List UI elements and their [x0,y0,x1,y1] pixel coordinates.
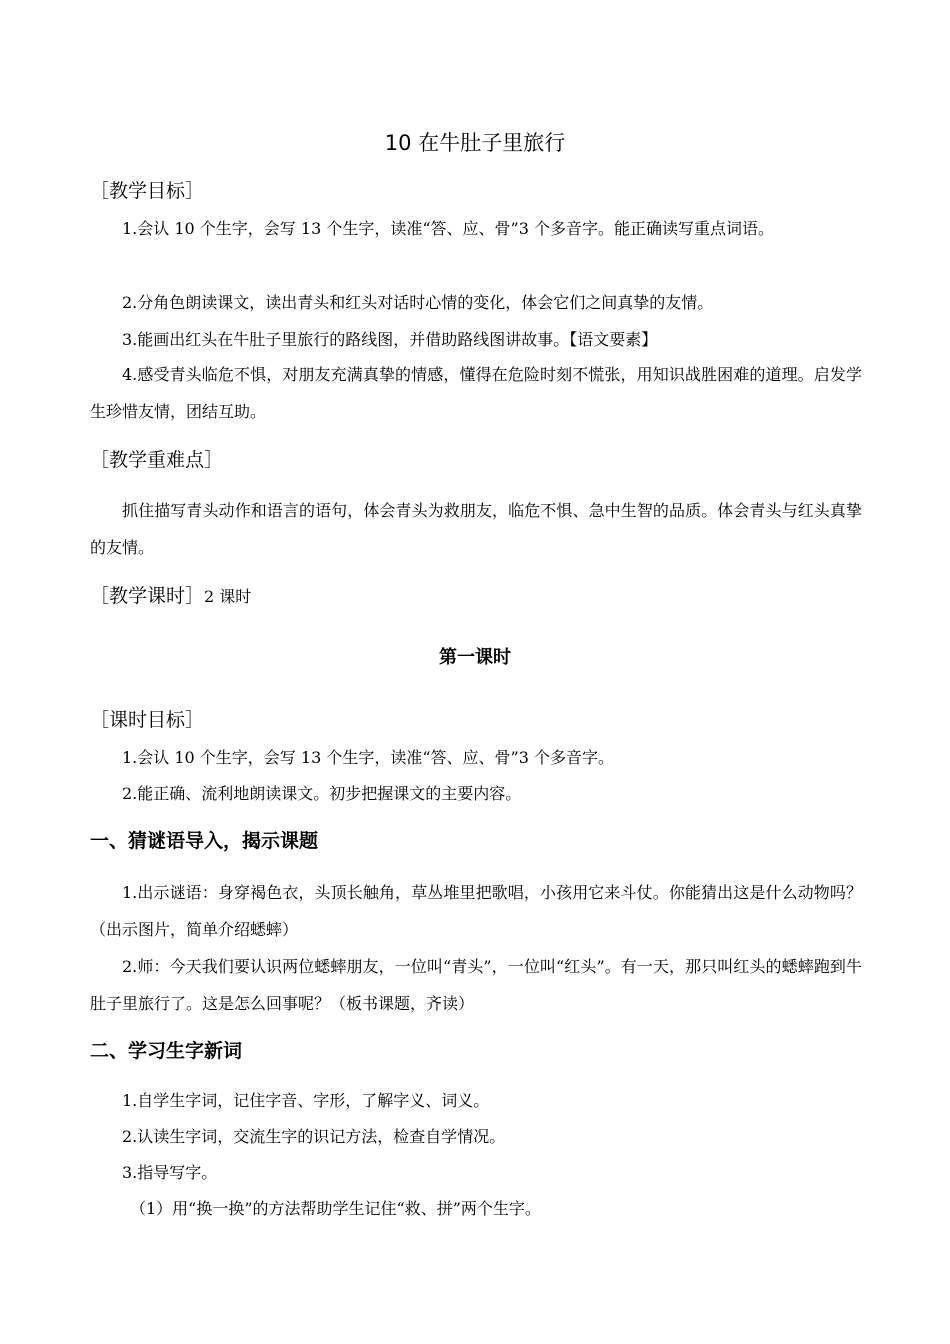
lesson-title: 10 在牛肚子里旅行 [384,131,566,155]
lesson-one-heading: 第一课时 [439,647,511,668]
section-two-item-2: 2.认读生字词，交流生字的识记方法，检查自学情况。 [122,1127,506,1146]
section-one-heading: 一、猜谜语导入，揭示课题 [90,830,319,852]
lesson-objective-1: 1.会认 10 个生字，会写 13 个生字，读准“答、应、骨”3 个多音字。 [122,748,614,767]
lesson-objectives-heading: ［课时目标］ [90,709,205,731]
lesson-objective-2: 2.能正确、流利地朗读课文。初步把握课文的主要内容。 [122,784,522,803]
section-two-item-3: 3.指导写字。 [122,1163,218,1182]
objective-item-3: 3.能画出红头在牛肚子里旅行的路线图，并借助路线图讲故事。【语文要素】 [122,330,658,349]
objective-item-1: 1.会认 10 个生字，会写 13 个生字，读准“答、应、骨”3 个多音字。能正确读写重点词语。 [122,219,774,238]
section-two-item-4: （1）用“换一换”的方法帮助学生记住“救、拼”两个生字。 [130,1199,541,1218]
objectives-heading: ［教学目标］ [90,180,205,202]
section-two-item-1: 1.自学生字词，记住字音、字形，了解字义、词义。 [122,1091,490,1110]
section-two-heading: 二、学习生字新词 [90,1040,243,1062]
key-points-text: 抓住描写青头动作和语言的语句，体会青头为救朋友，临危不惧、急中生智的品质。体会青头与红头真挚的友情。 [90,501,862,557]
objective-item-2: 2.分角色朗读课文，读出青头和红头对话时心情的变化，体会它们之间真挚的友情。 [122,293,714,312]
class-hours-line [90,582,251,611]
class-hours-value: 2 课时 [204,587,252,606]
objective-item-4: 4.感受青头临危不惧，对朋友充满真挚的情感，懂得在危险时刻不慌张，用知识战胜困难的道理。启发学生珍惜友情，团结互助。 [90,365,862,421]
section-one-item-1: 1.出示谜语：身穿褐色衣，头顶长触角，草丛堆里把歌唱，小孩用它来斗仗。你能猜出这是什么动物吗？（出示图片，简单介绍蟋蟀） [90,883,862,939]
key-points-heading: ［教学重难点］ [90,449,224,471]
section-one-item-2: 2.师：今天我们要认识两位蟋蟀朋友，一位叫“青头”，一位叫“红头”。有一天，那只叫红头的蟋蟀跑到牛肚子里旅行了。这是怎么回事呢？（板书课题，齐读） [90,957,862,1013]
class-hours-heading: ［教学课时］ [90,585,205,607]
